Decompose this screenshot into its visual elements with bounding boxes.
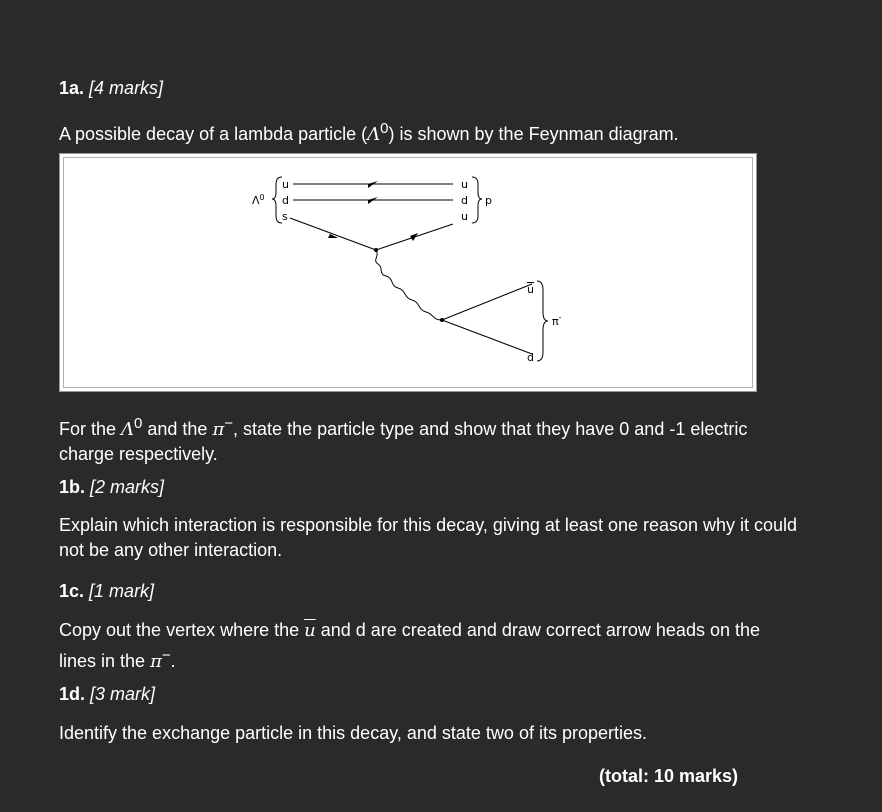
lambda-superscript: 0 (380, 120, 389, 137)
question-1a-heading (59, 77, 163, 99)
question-1a-intro (59, 116, 799, 147)
proton-label: p (485, 194, 492, 207)
quark-out-u2: u (461, 210, 468, 223)
question-marks: [4 marks] (89, 78, 164, 98)
question-1a-task: For the $\Lambda^0$ and the π−, state the particle type and show that they have 0 and -1 electric charge respectively. (59, 415, 748, 464)
quark-out-d: d (461, 194, 468, 207)
quark-in-s: s (282, 210, 288, 223)
question-1c-heading: 1c. [1 mark] (59, 581, 155, 601)
total-marks: (total: 10 marks) (599, 766, 739, 786)
lambda-symbol: Λ (367, 124, 381, 145)
anti-up-symbol: $\overline{u}$ (304, 620, 316, 641)
feynman-diagram (60, 154, 758, 393)
down-quark-label: d (527, 351, 534, 364)
feynman-diagram-figure (59, 153, 757, 392)
question-1b-heading: 1b. [2 marks] (59, 477, 165, 497)
antiquark-label: u (527, 283, 534, 296)
lambda-label: $\Lambda^0$ (252, 193, 265, 207)
question-1d-heading: 1d. [3 mark] (59, 684, 156, 704)
question-1d-text: Identify the exchange particle in this decay, and state two of its properties. (59, 723, 647, 743)
intro-text: ) is shown by the Feynman diagram. (388, 124, 679, 144)
quark-out-u: u (461, 178, 468, 191)
lambda-symbol: Λ (121, 419, 135, 440)
quark-in-d: d (282, 194, 289, 207)
quark-in-u: u (282, 178, 289, 191)
pion-symbol: π (150, 651, 162, 672)
pion-label: π- (552, 313, 562, 328)
question-1b-text: Explain which interaction is responsible for this decay, giving at least one reason why it could not be any other interaction. (59, 515, 798, 560)
question-1c-text: Copy out the vertex where the $\overline{u}$ and d are created and draw correct arrow heads on the lines in the π−. (59, 620, 760, 672)
intro-text: A possible decay of a lambda particle ( (59, 124, 368, 144)
pion-symbol: π (212, 419, 225, 440)
question-number: 1a. (59, 78, 85, 98)
